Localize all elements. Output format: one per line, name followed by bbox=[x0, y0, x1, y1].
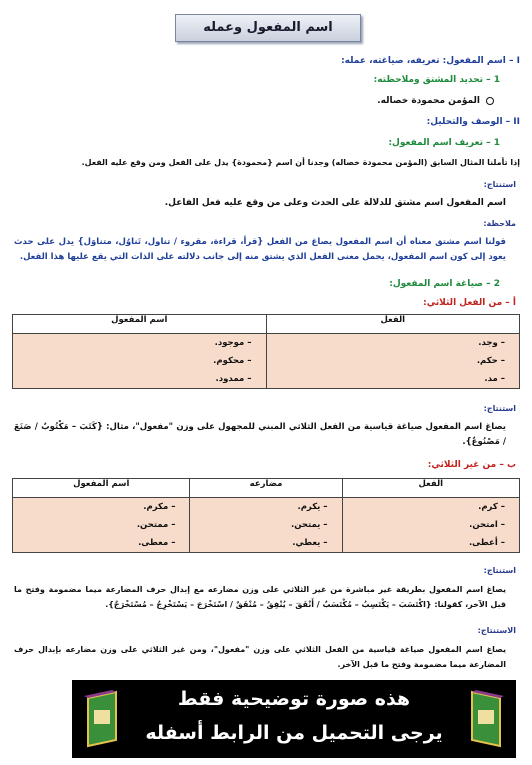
section-1-heading: I – اسم المفعول: تعريفه، صياغته، عمله: bbox=[341, 56, 520, 66]
table-cell-line: – يمتحن. bbox=[290, 520, 328, 530]
conclusion-2-text: يصاغ اسم المفعول صياغة قياسية من الفعل الثلاثي المبني للمجهول على وزن "مفعول"، مثال: {كَتَبَ – مَكْتُوبٌ / صَنَعَ / مَصْنُوعٌ}. bbox=[14, 422, 506, 447]
subsection-3-heading: 2 – صياغة اسم المفعول: bbox=[389, 279, 500, 289]
conclusion-3-text: يصاغ اسم المفعول بطريقة غير مباشرة من غير الثلاثي على وزن مضارعه مع إبدال حرف المضارعة ميما مضمومة وفتح ما قبل الآخر، كقولنا: {اكْتَسَبَ – يَكْتَسِبُ – مُكْتَسَبٌ / أَنْفَقَ – يُنْفِقُ – مُنْفَقٌ / اسْتَخْرَجَ – يَسْتَخْرِجُ – مُسْتَخْرَجٌ}. bbox=[14, 585, 506, 609]
table-cell-line: – امتحن. bbox=[469, 520, 505, 530]
example-text: المؤمن محمودة خصاله. bbox=[377, 96, 480, 106]
table-cell-line: – يكرم. bbox=[297, 502, 328, 512]
table2-verbs-cell bbox=[342, 498, 519, 553]
example-sentence bbox=[12, 96, 494, 106]
bullet-circle-icon bbox=[486, 97, 494, 105]
banner-line-2: يرجى التحميل من الرابط أسفله bbox=[145, 722, 443, 744]
table-cell-line: – وجد. bbox=[478, 338, 505, 348]
table-cell-line: – ممتحن. bbox=[136, 520, 176, 530]
conclusion-4-text: يصاغ اسم المفعول صياغة قياسية من الفعل الثلاثي على وزن "مفعول"، ومن غير الثلاثي على وزن مضارعه بإبدال حرف المضارعة ميما مضمومة وفتح ما قبل الآخر. bbox=[14, 645, 506, 669]
banner-line-1: هذه صورة توضيحية فقط bbox=[177, 688, 411, 710]
conclusion-1-text: اسم المفعول اسم مشتق للدلالة على الحدث وعلى من وقع عليه فعل الفاعل. bbox=[164, 198, 506, 208]
section-2-heading: II – الوصف والتحليل: bbox=[426, 117, 520, 127]
download-banner bbox=[72, 680, 516, 758]
table-cell-line: – موجود. bbox=[214, 338, 252, 348]
table1-header-verb: الفعل bbox=[266, 315, 520, 334]
table2-header-present: مضارعه bbox=[190, 479, 342, 498]
page-title: اسم المفعول وعمله bbox=[175, 14, 361, 42]
subsection-1-heading: 1 – تحديد المشتق وملاحظته: bbox=[373, 75, 500, 85]
conclusion-label-3: استنتاج: bbox=[483, 566, 516, 575]
subsection-2-heading: 1 – تعريف اسم المفعول: bbox=[388, 138, 500, 148]
table2-presents-cell bbox=[190, 498, 342, 553]
conclusion-label-2: استنتاج: bbox=[483, 404, 516, 413]
part-b-heading: ب – من غير الثلاثي: bbox=[427, 460, 516, 470]
part-a-heading: أ – من الفعل الثلاثي: bbox=[423, 298, 516, 308]
table1-header-participle: اسم المفعول bbox=[13, 315, 267, 334]
table1-verbs-cell bbox=[266, 334, 520, 389]
conclusion-label-4: الاستنتاج: bbox=[477, 626, 516, 635]
note-text: قولنا اسم مشتق معناه أن اسم المفعول يصاغ من الفعل {قرأ، قراءة، مقروء / تناول، تَناوُل، متناوَل} يدل على حدث يعود إلى كون اسم المفعول، يحمل معنى الفعل الذي يشتق منه إلى جانب دلالته على الذات التي يقع عليها هذا الفعل. bbox=[14, 237, 506, 262]
table1-participles-cell bbox=[13, 334, 267, 389]
table-trilateral bbox=[12, 314, 520, 389]
analysis-text: إذا تأملنا المثال السابق (المؤمن محمودة خصاله) وجدنا أن اسم {محمودة} يدل على الفعل ومن وقع عليه الفعل. bbox=[81, 158, 520, 167]
table-cell-line: – مكرم. bbox=[143, 502, 176, 512]
table-non-trilateral bbox=[12, 478, 520, 553]
table-cell-line: – محكوم. bbox=[213, 356, 252, 366]
table-cell-line: – معطى. bbox=[138, 538, 176, 548]
table-cell-line: – أعطى. bbox=[468, 538, 505, 548]
table-cell-line: – ممدود. bbox=[215, 374, 252, 384]
table2-header-participle: اسم المفعول bbox=[13, 479, 190, 498]
table-cell-line: – يعطي. bbox=[292, 538, 328, 548]
table2-header-verb: الفعل bbox=[342, 479, 519, 498]
table-cell-line: – حكم. bbox=[476, 356, 505, 366]
table-cell-line: – كرم. bbox=[478, 502, 505, 512]
table-cell-line: – مد. bbox=[484, 374, 505, 384]
note-label: ملاحظة: bbox=[483, 219, 516, 228]
conclusion-label-1: استنتاج: bbox=[483, 180, 516, 189]
table2-participles-cell bbox=[13, 498, 190, 553]
